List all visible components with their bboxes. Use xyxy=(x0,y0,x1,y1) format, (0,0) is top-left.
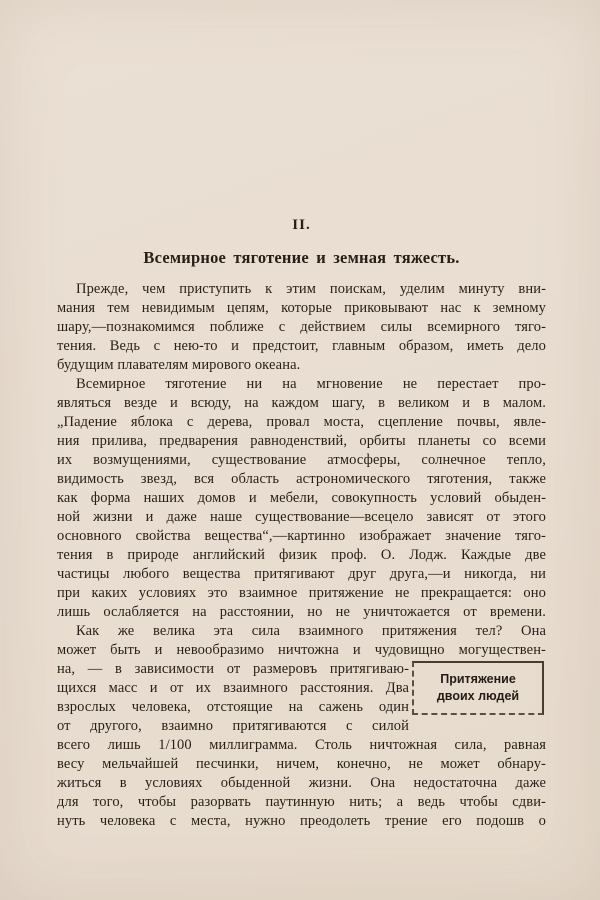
text-line: нуть человека с места, нужно преодолеть трение его подошв о xyxy=(57,813,546,829)
text-line: от другого, взаимно притягиваются с силой xyxy=(57,718,409,734)
text-line: „Падение яблока с дерева, провал моста, сцепление почвы, явле- xyxy=(57,414,546,430)
page-title: Всемирное тяготение и земная тяжесть. xyxy=(143,248,460,267)
text-line: может быть и невообразимо ничтожна и чудовищно могуществен- xyxy=(57,642,546,658)
text-line: тения. Ведь с нею-то и предстоит, главным образом, иметь дело xyxy=(57,338,546,354)
text-line: Как же велика эта сила взаимного притяжения тел? Она xyxy=(76,623,546,639)
text-line: видимость звезд, вся область астрономического тяготения, также xyxy=(57,471,546,487)
text-line: ной жизни и даже наше существование—всецело зависят от этого xyxy=(57,509,546,525)
text-line: являться везде и всюду, на каждом шагу, в великом и в малом. xyxy=(57,395,546,411)
text-line: на, — в зависимости от размеровъ притягиваю- xyxy=(57,661,409,677)
text-line: житься в условиях обыденной жизни. Она недостаточна даже xyxy=(57,775,546,791)
text-line: основного свойства вещества“,—картинно изображает значение тяго- xyxy=(57,528,546,544)
text-line: лишь ослабляется на расстоянии, но не уничтожается от времени. xyxy=(57,604,546,620)
callout-column xyxy=(409,660,546,736)
paragraph-1 xyxy=(57,280,546,375)
paragraph-3 xyxy=(57,622,546,831)
text-wrap-row xyxy=(57,660,546,736)
text-line: как форма наших домов и мебели, совокупность условий обыден- xyxy=(57,490,546,506)
callout-text: Притяжение xyxy=(440,672,516,686)
paragraph-2 xyxy=(57,375,546,622)
text-line: тения в природе английский физик проф. О. Лодж. Каждые две xyxy=(57,547,546,563)
text-line: при каких условиях это взаимное притяжение не прекращается: оно xyxy=(57,585,546,601)
text-line: всего лишь 1/100 миллиграмма. Столь ничтожная сила, равная xyxy=(57,737,546,753)
text-line: их возмущениями, существование атмосферы, солнечное тепло, xyxy=(57,452,546,468)
text-line: Прежде, чем приступить к этим поискам, уделим минуту вни- xyxy=(76,281,546,297)
page-content xyxy=(57,216,546,831)
text-line: шару,—познакомимся поближе с действием силы всемирного тяго- xyxy=(57,319,546,335)
text-line: ния прилива, предварения равноденствий, орбиты планеты со всеми xyxy=(57,433,546,449)
text-line: для того, чтобы разорвать паутинную нить; а ведь чтобы сдви- xyxy=(57,794,546,810)
text-line: частицы любого вещества притягивают друг друга,—и никогда, ни xyxy=(57,566,546,582)
callout-text: двоих людей xyxy=(436,689,520,703)
text-line: взрослых человека, отстоящие на сажень один xyxy=(57,699,409,715)
text-line: будущим плавателям мирового океана. xyxy=(57,357,301,373)
chapter-number: II. xyxy=(292,217,311,233)
text-line: мания тем невидимым цепям, которые приковывают нас к земному xyxy=(57,300,546,316)
wrapped-text-column xyxy=(57,660,409,736)
text-line: Всемирное тяготение ни на мгновение не перестает про- xyxy=(76,376,546,392)
text-line: весу мельчайшей песчинки, ничем, конечно, не может обнару- xyxy=(57,756,546,772)
callout-box xyxy=(412,661,544,715)
text-line: щихся масс и от их взаимного расстояния. Два xyxy=(57,680,409,696)
